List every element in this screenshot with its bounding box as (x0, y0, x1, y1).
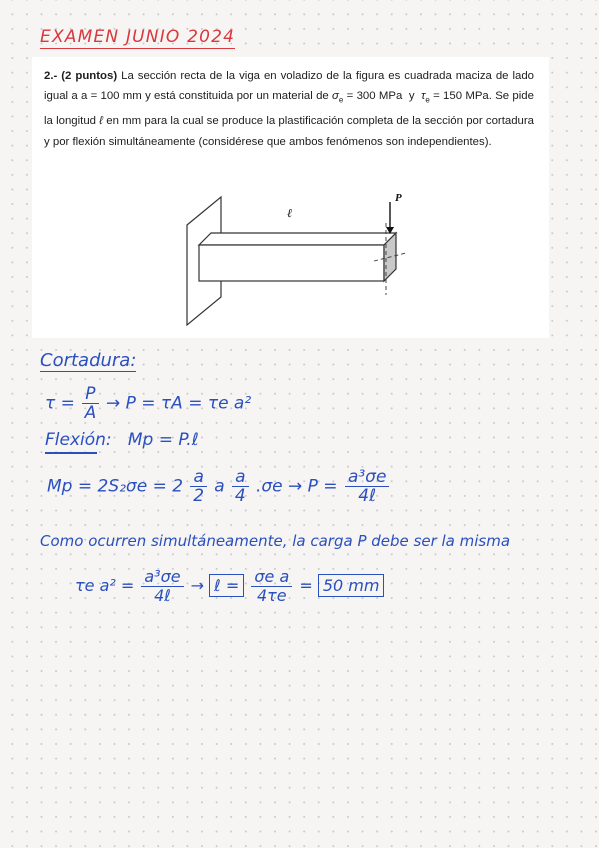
final-fraction-1 (141, 568, 183, 605)
flexion-underline (45, 452, 97, 454)
sigma-subscript: e (338, 95, 344, 105)
final-result-box: 50 mm (318, 574, 385, 597)
problem-text-part4: en mm para la cual se produce la plastificación completa de la sección por cortadura y por flexión simultáneamente (considérese que ambos fenómenos son independientes). (44, 115, 535, 148)
mp-mid: a (214, 476, 225, 497)
problem-number: 2.- (2 puntos) (44, 70, 118, 82)
cortadura-eq-right: → P = τA = τe a² (105, 393, 252, 414)
fraction-denominator: A (84, 403, 97, 423)
plastic-moment-equation (47, 468, 391, 505)
sigma-value: = 300 MPa (346, 90, 403, 103)
mp-after: .σe → P = (255, 476, 338, 497)
p-over-a-fraction (82, 385, 98, 422)
simultaneous-statement: Como ocurren simultáneamente, la carga P debe ser la misma (40, 532, 511, 550)
tau-symbol: τ (421, 90, 426, 103)
fraction-denominator: 4ℓ (154, 586, 171, 605)
final-arrow: → (190, 576, 205, 595)
length-formula-box (209, 574, 244, 597)
problem-text-part1: La sección recta de la viga en voladizo de la figura es cuadrada maciza de lado igual a (44, 70, 534, 103)
tau-value: = 150 MPa. (433, 90, 492, 103)
side-length-value: a = 100 mm (80, 90, 142, 103)
beam-top-face (199, 233, 396, 245)
load-label: P (395, 192, 402, 204)
beam-front-face (199, 245, 384, 281)
length-symbol: ℓ (99, 115, 104, 128)
cortadura-equation (45, 385, 251, 422)
mp-left: Mp = 2S₂σe = 2 (47, 476, 184, 497)
a-over-4-fraction (232, 468, 248, 505)
final-left: τe a² = (75, 576, 135, 595)
final-l: ℓ = (214, 576, 240, 595)
cantilever-beam-figure (174, 187, 414, 337)
cortadura-heading: Cortadura: (40, 350, 137, 371)
length-label: ℓ (287, 206, 292, 220)
fraction-denominator: 4ℓ (358, 486, 377, 506)
problem-text-part2: y está constituida por un material de (145, 90, 329, 103)
problem-text: 2.- (2 puntos) La sección recta de la viga en voladizo de la figura es cuadrada maciza de lado igual a a = 100 mm y está constituida por un material de $\sigma_e = 300$ MPa y $\tau_e = 150$ MPa. Se pide la longitud ℓ en mm para la cual se produce la plastificación completa de la sección por cortadura y por flexión simultáneamente (considérese que ambos fenómenos son independientes). (44, 70, 535, 148)
fraction-numerator: P (82, 385, 98, 404)
fraction-numerator: a (232, 468, 248, 487)
fraction-denominator: 4 (234, 486, 246, 506)
fraction-numerator: σe a (251, 568, 292, 587)
fraction-denominator: 4τe (256, 586, 287, 605)
problem-text-part3: Se pide la longitud (44, 90, 534, 128)
final-equation (75, 568, 384, 605)
fraction-numerator: a³σe (141, 568, 183, 587)
exam-title: EXAMEN JUNIO 2024 (40, 27, 236, 47)
a-over-2-fraction (190, 468, 206, 505)
fraction-numerator: a³σe (345, 468, 389, 487)
flexion-moment: Mp = P.ℓ (127, 430, 199, 450)
sigma-symbol: σ (332, 90, 339, 103)
load-fraction (345, 468, 389, 505)
tau-subscript: e (425, 95, 430, 105)
final-equals: = (299, 576, 313, 595)
cortadura-eq-left: τ = (45, 393, 75, 414)
fraction-denominator: 2 (193, 486, 205, 506)
flexion-line (45, 430, 199, 450)
problem-statement-box (32, 57, 549, 338)
fraction-numerator: a (190, 468, 206, 487)
flexion-heading: Flexión: (45, 430, 112, 450)
final-fraction-2 (251, 568, 292, 605)
